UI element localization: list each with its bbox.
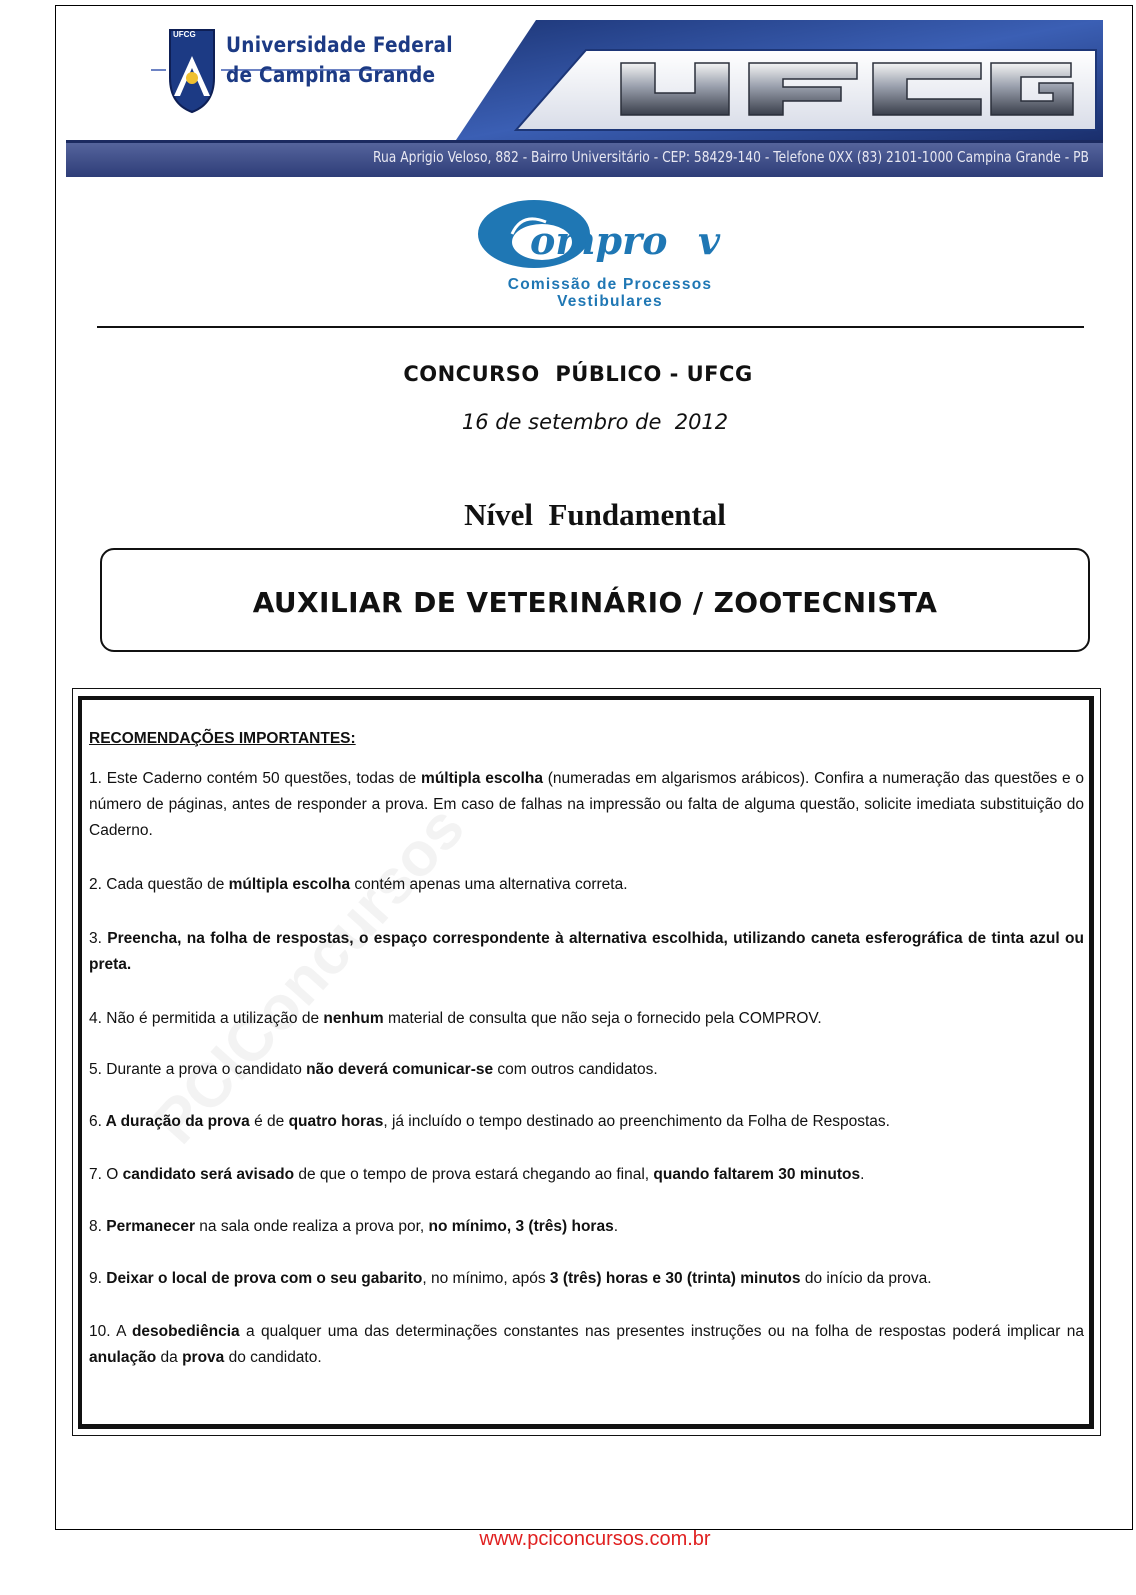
banner-address: Rua Aprigio Veloso, 882 - Bairro Universitário - CEP: 58429-140 - Telefone 0XX (83) 2101-1000 Campina Grande - PB: [372, 148, 1089, 166]
exam-title: CONCURSO PÚBLICO - UFCG: [403, 362, 753, 386]
comprov-logo: [472, 198, 752, 318]
recommendation-item-6: 6. A duração da prova é de quatro horas, já incluído o tempo destinado ao preenchimento da Folha de Respostas.: [89, 1113, 890, 1130]
university-name: [226, 30, 453, 90]
comprov-swoosh: [472, 198, 748, 278]
ufcg-seal-logo: [166, 26, 218, 116]
header-divider: [97, 326, 1084, 328]
recommendation-item-8: 8. Permanecer na sala onde realiza a prova por, no mínimo, 3 (três) horas.: [89, 1218, 618, 1235]
exam-date: 16 de setembro de 2012: [461, 410, 729, 434]
recommendation-item-4: 4. Não é permitida a utilização de nenhum material de consulta que não seja o fornecido pela COMPROV.: [89, 1010, 822, 1027]
ufcg-metallic-letters: [611, 55, 1081, 125]
recommendation-item-2: 2. Cada questão de múltipla escolha contém apenas uma alternativa correta.: [89, 876, 628, 893]
role-title: AUXILIAR DE VETERINÁRIO / ZOOTECNISTA: [252, 586, 938, 619]
university-name-line2: de Campina Grande: [226, 63, 436, 87]
comprov-subtitle-line2: Vestibulares: [557, 293, 663, 310]
footer-url-link[interactable]: www.pciconcursos.com.br: [479, 1528, 711, 1550]
svg-text:v: v: [698, 218, 721, 263]
recommendations-heading: RECOMENDAÇÕES IMPORTANTES:: [89, 730, 356, 747]
exam-level: Nível Fundamental: [464, 497, 726, 532]
recommendation-item-9: 9. Deixar o local de prova com o seu gabarito, no mínimo, após 3 (três) horas e 30 (trinta) minutos do início da prova.: [89, 1270, 932, 1287]
comprov-subtitle-line1: Comissão de Processos: [507, 276, 713, 293]
recommendation-item-1: 1. Este Caderno contém 50 questões, todas de múltipla escolha (numeradas em algarismos arábicos). Confira a numeração das questões e o número de páginas, antes de responder a prova. Em caso de falhas na impressão ou falta de alguma questão, solicite imediata substituição do Caderno.: [89, 770, 1084, 839]
recommendation-item-7: 7. O candidato será avisado de que o tempo de prova estará chegando ao final, quando faltarem 30 minutos.: [89, 1166, 865, 1183]
recommendation-item-3: 3. Preencha, na folha de respostas, o espaço correspondente à alternativa escolhida, utilizando caneta esferográfica de tinta azul ou preta.: [89, 930, 1084, 973]
recommendation-item-5: 5. Durante a prova o candidato não deverá comunicar-se com outros candidatos.: [89, 1061, 658, 1078]
role-box: [100, 548, 1090, 652]
comprov-subtitle: [472, 276, 748, 310]
recommendation-item-10: 10. A desobediência a qualquer uma das determinações constantes nas presentes instruções ou na folha de respostas poderá implicar na anulação da prova do candidato.: [89, 1323, 1084, 1366]
svg-text:ompro: ompro: [530, 218, 668, 263]
seal-text: UFCG: [173, 30, 196, 39]
university-name-line1: Universidade Federal: [226, 33, 453, 57]
header-banner: [66, 20, 1103, 177]
